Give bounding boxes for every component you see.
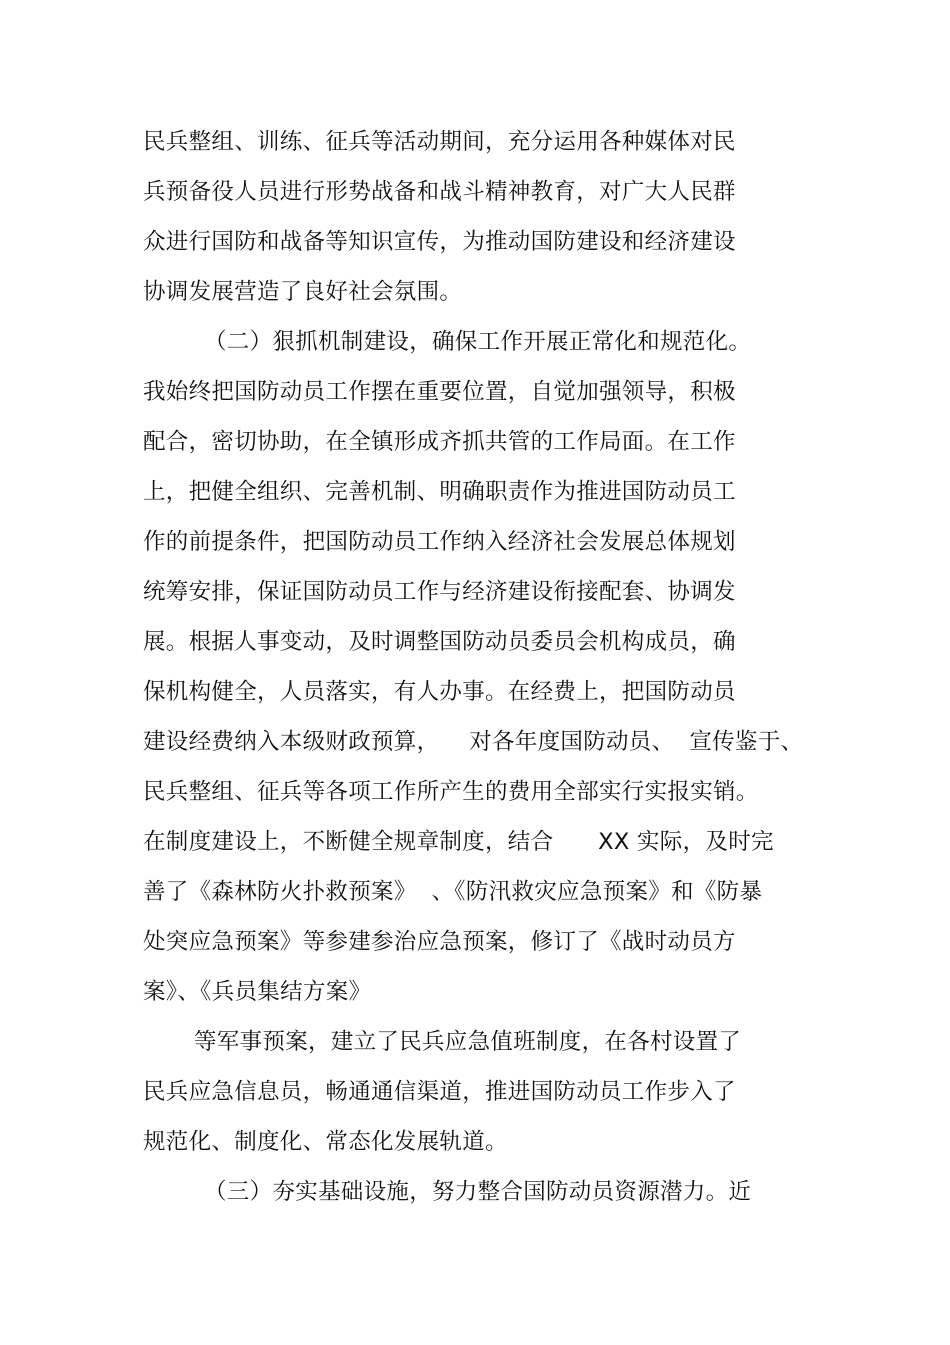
text-line: 作的前提条件，把国防动员工作纳入经济社会发展总体规划 [143,529,736,555]
text-line: 等军事预案，建立了民兵应急值班制度，在各村设置了 [194,1029,742,1055]
text-line: 民兵整组、征兵等各项工作所产生的费用全部实行实报实销。 [143,779,759,805]
text-line: 协调发展营造了良好社会氛围。 [143,279,463,305]
text-line: 在制度建设上，不断健全规章制度，结合 XX 实际，及时完 [143,829,774,855]
text-line: 民兵整组、训练、征兵等活动期间，充分运用各种媒体对民 [143,129,736,155]
text-line: 我始终把国防动员工作摆在重要位置，自觉加强领导，积极 [143,379,736,405]
text-line: 众进行国防和战备等知识宣传，为推动国防建设和经济建设 [143,229,736,255]
text-line: 展。根据人事变动，及时调整国防动员委员会机构成员，确 [143,629,736,655]
text-line: 统筹安排，保证国防动员工作与经济建设衔接配套、协调发 [143,579,736,605]
text-line: 规范化、制度化、常态化发展轨道。 [143,1129,508,1155]
text-line: 善了《森林防火扑救预案》 、《防汛救灾应急预案》和《防暴 [143,879,763,905]
text-line: 建设经费纳入本级财政预算， 对各年度国防动员、 宣传鉴于、 [143,729,804,755]
text-line: 民兵应急信息员，畅通通信渠道，推进国防动员工作步入了 [143,1079,736,1105]
text-line: 兵预备役人员进行形势战备和战斗精神教育，对广大人民群 [143,179,736,205]
text-line: 处突应急预案》等参建参治应急预案，修订了《战时动员方 [143,929,736,955]
section-heading: （三）夯实基础设施，努力整合国防动员资源潜力。近 [204,1179,752,1205]
text-line: 保机构健全，人员落实，有人办事。在经费上，把国防动员 [143,679,736,705]
text-line: 上，把健全组织、完善机制、明确职责作为推进国防动员工 [143,479,736,505]
text-line: 配合，密切协助，在全镇形成齐抓共管的工作局面。在工作 [143,429,736,455]
section-heading: （二）狠抓机制建设，确保工作开展正常化和规范化。 [204,329,752,355]
text-line: 案》、《兵员集结方案》 [143,979,372,1005]
